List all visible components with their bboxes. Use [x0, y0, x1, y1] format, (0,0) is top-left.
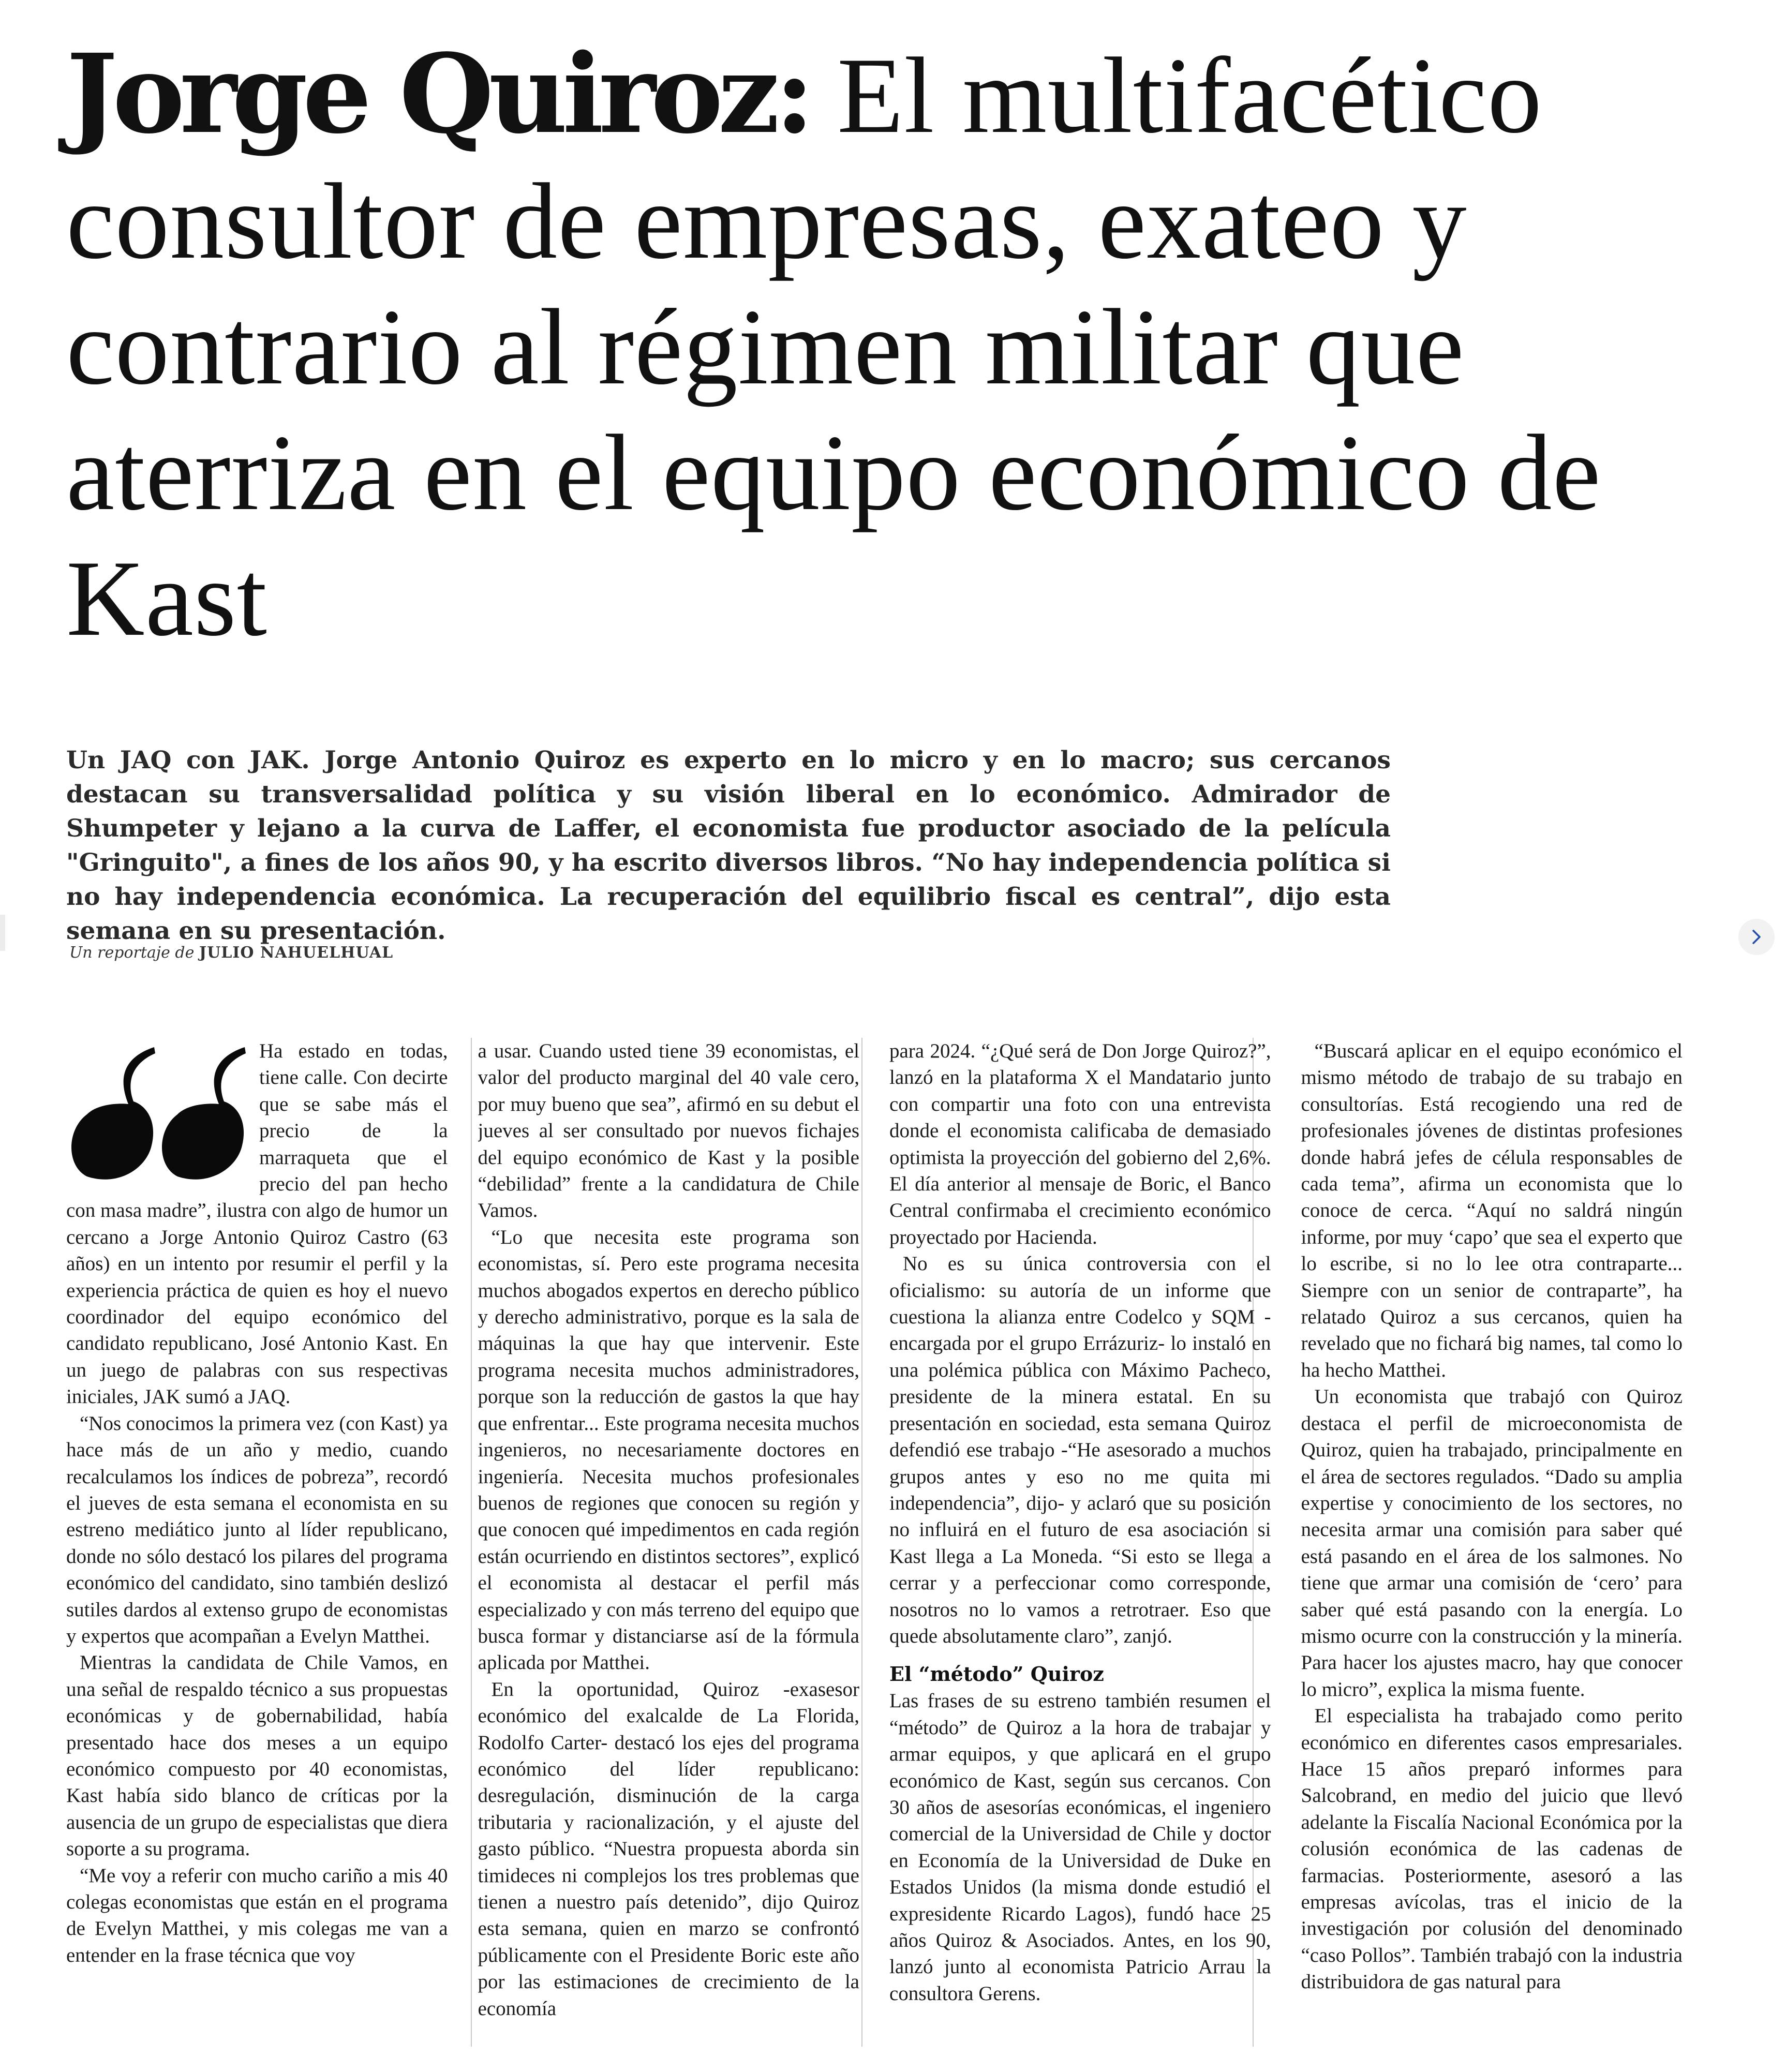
article-paragraph: para 2024. “¿Qué será de Don Jorge Quiroz?”, lanzó en la plataforma X el Mandatario junto con compartir una foto con una entrevista donde el economista calificaba de demasiado optimista la proyección del gobierno del 2,6%. El día anterior al mensaje de Boric, el Banco Central confirmaba el crecimiento económico proyectado por Hacienda.	[889, 1040, 1271, 1248]
opening-quote-icon	[66, 1042, 250, 1197]
headline	[66, 31, 1696, 662]
byline-author: JULIO NAHUELHUAL	[199, 944, 394, 962]
article-body	[66, 1038, 1686, 2047]
article-paragraph: “Buscará aplicar en el equipo económico el mismo método de trabajo de su trabajo en consultorías. Está recogiendo una red de profesionales jóvenes de distintas profesiones donde habrá jefes de célula responsables de cada tema”, afirma un economista que lo conoce de cerca. “Aquí no saldrá ningún informe, por muy ‘capo’ que sea el experto que lo escribe, si no lo lee otra contraparte... Siempre con un senior de contraparte”, ha relatado Quiroz a sus cercanos, quien ha revelado que no fichará big names, tal como lo ha hecho Matthei.	[1301, 1040, 1683, 1381]
intro-lede: Un JAQ con JAK. Jorge Antonio Quiroz es experto en lo micro y en lo macro; sus cercanos destacan su transversalidad política y su visión liberal en lo económico. Admirador de Shumpeter y lejano a la curva de Laffer, el economista fue productor asociado de la película "Gringuito", a fines de los años 90, y ha escrito diversos libros. “No hay independencia política si no hay independencia económica. La recuperación del equilibrio fiscal es central”, dijo esta semana en su presentación.	[66, 746, 1391, 945]
article-paragraph: En la oportunidad, Quiroz -exasesor económico del exalcalde de La Florida, Rodolfo Carter- destacó los ejes del programa económico del líder republicano: desregulación, disminución de la carga tributaria y racionalización, y el ajuste del gasto público. “Nuestra propuesta aborda sin timideces ni complejos los tres problemas que tienen a nuestro país detenido”, dijo Quiroz esta semana, quien en marzo se confrontó públicamente con el Presidente Boric este año por las estimaciones de crecimiento de la economía	[478, 1678, 859, 2020]
article-column-4	[1301, 1038, 1686, 2047]
article-paragraph: “Nos conocimos la primera vez (con Kast) ya hace más de un año y medio, cuando recalculamos los índices de pobreza”, recordó el jueves de esta semana el economista en su estreno mediático junto al líder republicano, donde no sólo destacó los pilares del programa económico del candidato, sino también deslizó sutiles dardos al extenso grupo de economistas y expertos que acompañan a Evelyn Matthei.	[66, 1412, 448, 1647]
chevron-right-icon	[1748, 928, 1765, 946]
next-page-button[interactable]	[1738, 919, 1775, 955]
article-column-3	[889, 1038, 1274, 2047]
article-paragraph: Ha estado en todas, tiene calle. Con decirte que se sabe más el precio de la marraqueta que el precio del pan hecho con masa madre”, ilustra con algo de humor un cercano a Jorge Antonio Quiroz Castro (63 años) en un intento por resumir el perfil y la experiencia práctica de quien es hoy el nuevo coordinador del equipo económico del candidato republicano, José Antonio Kast. En un juego de palabras con sus respectivas iniciales, JAK sumó a JAQ.	[66, 1040, 448, 1408]
article-column-1	[66, 1038, 451, 2047]
headline-lead: Jorge Quiroz:	[66, 30, 810, 158]
article-column-2	[478, 1038, 863, 2047]
byline-prefix: Un reportaje de	[69, 944, 195, 962]
article-paragraph: “Lo que necesita este programa son economistas, sí. Pero este programa necesita muchos abogados expertos en derecho público y derecho administrativo, porque es la sala de máquinas la que hay que intervenir. Este programa necesita muchos administradores, porque son la reducción de gastos la que hay que enfrentar... Este programa necesita muchos ingenieros, no necesariamente doctores en ingeniería. Necesita muchos profesionales buenos de regiones que conocen su región y que conocen qué impedimentos en cada región están ocurriendo en distintos sectores”, explicó el economista al destacar el perfil más especializado y con más terreno del equipo que busca formar y distanciarse así de la fórmula aplicada por Matthei.	[478, 1226, 859, 1674]
previous-page-edge[interactable]	[0, 915, 5, 951]
article-paragraph: a usar. Cuando usted tiene 39 economistas, el valor del producto marginal del 40 vale cero, por muy bueno que sea”, afirmó en su debut el jueves al ser consultado por nuevos fichajes del equipo económico de Kast y la posible “debilidad” frente a la candidatura de Chile Vamos.	[478, 1040, 859, 1222]
headline-rest: El multifacético consultor de empresas, exateo y contrario al régimen militar que aterriza en el equipo económico de Kast	[66, 36, 1601, 659]
article-paragraph: Mientras la candidata de Chile Vamos, en una señal de respaldo técnico a sus propuestas económicas y de gobernabilidad, había presentado hace dos meses a un equipo económico compuesto por 40 economistas, Kast había sido blanco de críticas por la ausencia de un grupo de especialistas que diera soporte a su programa.	[66, 1651, 448, 1860]
article-paragraph: Un economista que trabajó con Quiroz destaca el perfil de microeconomista de Quiroz, quien ha trabajado, principalmente en el área de sectores regulados. “Dado su amplia expertise y conocimiento de los sectores, no necesita armar una comisión para saber qué está pasando en el área de los salmones. No tiene que armar una comisión de ‘cero’ para saber qué está pasando con la energía. Lo mismo ocurre con la construcción y la minería. Para hacer los ajustes macro, hay que conocer lo micro”, explica la misma fuente.	[1301, 1385, 1683, 1701]
article-paragraph: No es su única controversia con el oficialismo: su autoría de un informe que cuestiona la alianza entre Codelco y SQM -encargada por el grupo Errázuriz- lo instaló en una polémica pública con Máximo Pacheco, presidente de la minera estatal. En su presentación en sociedad, esta semana Quiroz defendió ese trabajo -“He asesorado a muchos grupos antes y eso no me quita mi independencia”, dijo- y aclaró que su posición no influirá en el futuro de esa asociación si Kast llega a La Moneda. “Si esto se llega a cerrar y a perfeccionar como corresponde, nosotros no lo vamos a retrotraer. Eso que quede absolutamente claro”, zanjó.	[889, 1253, 1271, 1647]
byline	[69, 944, 393, 962]
article-paragraph: El especialista ha trabajado como perito económico en diferentes casos empresariales. Hace 15 años preparó informes para Salcobrand, en medio del juicio que llevó adelante la Fiscalía Nacional Económica por la colusión económica de las cadenas de farmacias. Posteriormente, asesoró a las empresas avícolas, tras el inicio de la investigación por colusión del denominado “caso Pollos”. También trabajó con la industria distribuidora de gas natural para	[1301, 1705, 1683, 1993]
section-subheading: El “método” Quiroz	[889, 1662, 1104, 1686]
article-paragraph: Las frases de su estreno también resumen el “método” de Quiroz a la hora de trabajar y armar equipos, y que aplicará en el grupo económico de Kast, según sus cercanos. Con 30 años de asesorías económicas, el ingeniero comercial de la Universidad de Chile y doctor en Economía de la Universidad de Duke en Estados Unidos (la misma donde estudió el expresidente Ricardo Lagos), fundó hace 25 años Quiroz & Asociados. Antes, en los 90, lanzó junto al economista Patricio Arrau la consultora Gerens.	[889, 1690, 1271, 2005]
article-paragraph: “Me voy a referir con mucho cariño a mis 40 colegas economistas que están en el programa de Evelyn Matthei, y mis colegas me van a entender en la frase técnica que voy	[66, 1864, 448, 1966]
